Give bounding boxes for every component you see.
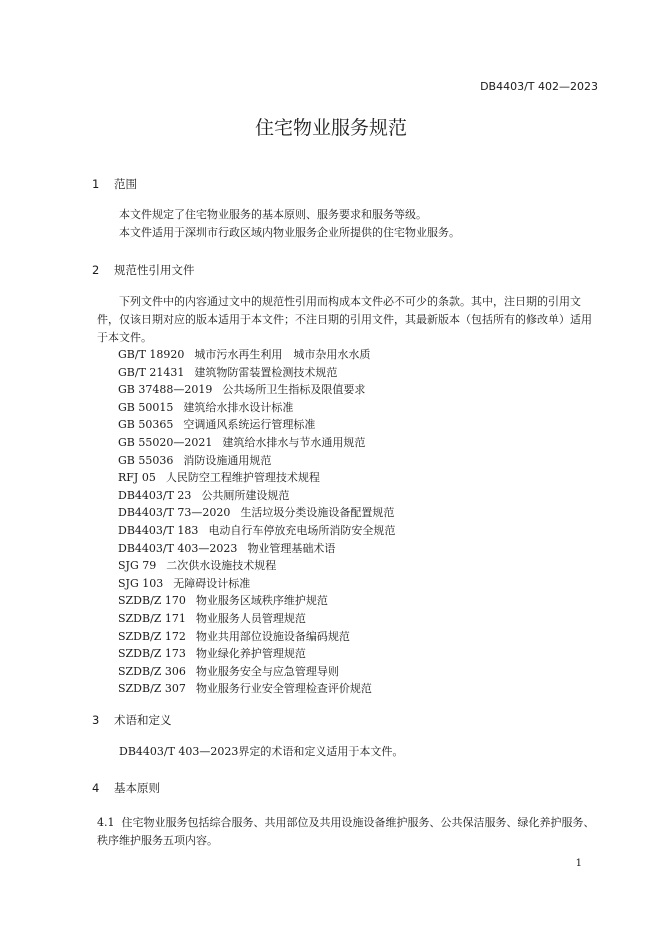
section-number: 3	[92, 713, 100, 727]
reference-name: 物业服务人员管理规范	[195, 611, 306, 625]
reference-code: GB 37488—2019	[118, 383, 213, 397]
clause-4-1	[97, 814, 599, 850]
reference-item	[118, 592, 395, 610]
reference-name: 人民防空工程维护管理技术规程	[165, 471, 320, 485]
reference-item	[118, 346, 395, 364]
reference-item	[118, 434, 395, 452]
reference-name: 二次供水设施技术规程	[166, 559, 277, 573]
reference-item	[118, 610, 395, 628]
section-heading-2	[92, 262, 195, 278]
reference-item	[118, 381, 395, 399]
section-3-body	[97, 743, 597, 761]
reference-code: DB4403/T 23	[118, 488, 192, 502]
document-title: 住宅物业服务规范	[254, 117, 407, 139]
reference-code: SZDB/Z 306	[118, 664, 186, 678]
reference-item	[118, 540, 395, 558]
reference-code: SJG 103	[118, 576, 164, 590]
reference-code: GB 50365	[118, 418, 174, 432]
reference-code: SJG 79	[118, 559, 157, 573]
reference-name: 空调通风系统运行管理标准	[183, 418, 316, 432]
reference-code: SZDB/Z 173	[118, 647, 186, 661]
section-number: 4	[92, 781, 100, 795]
reference-code: DB4403/T 403—2023	[118, 541, 238, 555]
reference-item	[118, 504, 395, 522]
section-title: 范围	[114, 177, 137, 191]
reference-name: 公共厕所建设规范	[201, 488, 290, 502]
reference-name: 物业服务安全与应急管理导则	[195, 664, 339, 678]
reference-item	[118, 645, 395, 663]
paragraph: 下列文件中的内容通过文中的规范性引用而构成本文件必不可少的条款。其中，注日期的引用文件，仅该日期对应的版本适用于本文件；不注日期的引用文件，其最新版本（包括所有的修改单）适用于本文件。	[97, 295, 592, 344]
section-number: 2	[92, 263, 100, 277]
paragraph: DB4403/T 403—2023界定的术语和定义适用于本文件。	[119, 745, 404, 758]
reference-name: 电动自行车停放充电场所消防安全规范	[208, 523, 396, 537]
reference-name: 无障碍设计标准	[173, 576, 251, 590]
reference-code: GB/T 21431	[118, 365, 185, 379]
section-title: 基本原则	[114, 781, 160, 795]
paragraph: 本文件规定了住宅物业服务的基本原则、服务要求和服务等级。	[119, 208, 427, 221]
reference-name: 生活垃圾分类设施设备配置规范	[240, 506, 395, 520]
reference-name: 物业绿化养护管理规范	[195, 647, 306, 661]
reference-code: DB4403/T 183	[118, 523, 199, 537]
reference-item	[118, 522, 395, 540]
paragraph: 本文件适用于深圳市行政区域内物业服务企业所提供的住宅物业服务。	[119, 226, 460, 239]
reference-name: 建筑给水排水与节水通用规范	[222, 435, 366, 449]
reference-name: 建筑给水排水设计标准	[183, 400, 294, 414]
reference-name: 消防设施通用规范	[183, 453, 272, 467]
reference-code: SZDB/Z 171	[118, 611, 186, 625]
reference-name: 物业服务行业安全管理检查评价规范	[195, 682, 372, 696]
reference-code: GB 55036	[118, 453, 174, 467]
reference-item	[118, 452, 395, 470]
reference-code: SZDB/Z 172	[118, 629, 186, 643]
reference-item	[118, 399, 395, 417]
reference-name: 物业管理基础术语	[247, 541, 336, 555]
section-title: 规范性引用文件	[114, 263, 195, 277]
reference-item	[118, 364, 395, 382]
reference-item	[118, 557, 395, 575]
normative-references-list	[118, 346, 395, 698]
document-code: DB4403/T 402—2023	[480, 80, 598, 93]
reference-name: 物业服务区域秩序维护规范	[195, 594, 328, 608]
page-number: 1	[575, 858, 582, 869]
reference-code: RFJ 05	[118, 471, 156, 485]
clause-text: 住宅物业服务包括综合服务、共用部位及共用设施设备维护服务、公共保洁服务、绿化养护服务、秩序维护服务五项内容。	[97, 816, 595, 847]
section-number: 1	[92, 177, 100, 191]
reference-item	[118, 469, 395, 487]
reference-item	[118, 628, 395, 646]
reference-name: 城市污水再生利用 城市杂用水水质	[194, 348, 371, 361]
reference-item	[118, 416, 395, 434]
clause-number: 4.1	[97, 816, 115, 829]
reference-name: 建筑物防雷装置检测技术规范	[194, 365, 338, 379]
reference-code: SZDB/Z 170	[118, 594, 186, 608]
section-title: 术语和定义	[114, 713, 172, 727]
reference-name: 公共场所卫生指标及限值要求	[222, 383, 366, 397]
section-heading-4	[92, 780, 160, 796]
section-2-intro	[97, 293, 597, 347]
reference-code: GB 55020—2021	[118, 435, 213, 449]
section-heading-1	[92, 176, 137, 192]
reference-code: SZDB/Z 307	[118, 682, 186, 696]
reference-item	[118, 680, 395, 698]
section-1-body	[97, 206, 597, 242]
reference-code: GB 50015	[118, 400, 174, 414]
reference-code: GB/T 18920	[118, 348, 185, 361]
reference-code: DB4403/T 73—2020	[118, 506, 231, 520]
reference-item	[118, 663, 395, 681]
reference-name: 物业共用部位设施设备编码规范	[195, 629, 350, 643]
reference-item	[118, 487, 395, 505]
section-heading-3	[92, 712, 172, 728]
reference-item	[118, 575, 395, 593]
